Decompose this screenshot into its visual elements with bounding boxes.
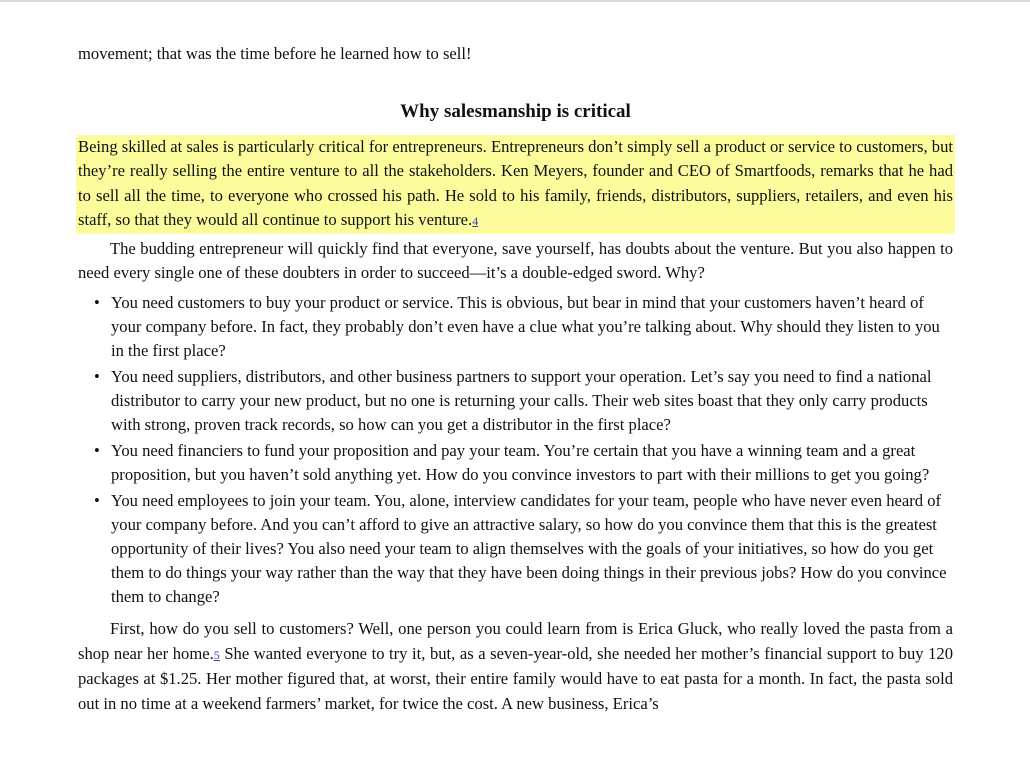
list-item: [94, 365, 953, 437]
list-item: [94, 291, 953, 363]
section-heading: Why salesmanship is critical: [400, 101, 631, 122]
list-item-text: You need suppliers, distributors, and other business partners to support your operation. Let’s say you need to find a national distributor to carry your new product, but no one is returning your calls. Their web sites boast that they only carry products with strong, proven track records, so how can you get a distributor in the first place?: [111, 367, 932, 435]
document-page: [78, 42, 953, 716]
list-item-text: You need customers to buy your product or service. This is obvious, but bear in mind that your customers haven’t heard of your company before. In fact, they probably don’t even have a clue what you’re talking about. Why should they listen to you in the first place?: [111, 293, 940, 361]
list-item: [94, 439, 953, 487]
footnote-link-4[interactable]: 4: [472, 214, 479, 229]
continued-text-line: movement; that was the time before he learned how to sell!: [78, 44, 472, 63]
highlighted-paragraph: [76, 135, 955, 234]
paragraph-text: First, how do you sell to customers? Well, one person you could learn from is Erica Gluck, who really loved the pasta from a shop near her home.: [78, 619, 953, 663]
bullet-icon: •: [94, 367, 100, 387]
list-item-text: You need employees to join your team. You, alone, interview candidates for your team, people who have never even heard of your company before. And you can’t afford to give an attractive salary, so how do you convince them that this is the greatest opportunity of their lives? You also need your team to align themselves with the goals of your initiatives, so how do you get them to do things your way rather than the way that they have been doing things in their previous jobs? How do you convince them to change?: [111, 491, 947, 607]
top-border: [0, 0, 1030, 2]
list-item: [94, 489, 953, 609]
body-paragraph: [78, 617, 953, 716]
bullet-icon: •: [94, 491, 100, 511]
list-item-text: You need financiers to fund your proposition and pay your team. You’re certain that you have a winning team and a great proposition, but you haven’t sold anything yet. How do you convince investors to part with their millions to get you going?: [111, 441, 930, 485]
bullet-icon: •: [94, 441, 100, 461]
body-paragraph: The budding entrepreneur will quickly find that everyone, save yourself, has doubts about the venture. But you also happen to need every single one of these doubters in order to succeed—it’s a double-edged sword. Why?: [78, 238, 953, 283]
paragraph-text-continued: She wanted everyone to try it, but, as a seven-year-old, she needed her mother’s financial support to buy 120 packages at $1.25. Her mother figured that, at worst, their entire family would have to eat pasta for a month. In fact, the pasta sold out in no time at a weekend farmers’ market, for twice the cost. A new business, Erica’s: [78, 643, 953, 713]
bullet-list: [78, 291, 953, 609]
bullet-icon: •: [94, 293, 100, 313]
highlighted-paragraph-text: Being skilled at sales is particularly critical for entrepreneurs. Entrepreneurs don’t simply sell a product or service to customers, but they’re really selling the entire venture to all the stakeholders. Ken Meyers, founder and CEO of Smartfoods, remarks that he had to sell all the time, to everyone who crossed his path. He sold to his family, friends, distributors, suppliers, retailers, and even his staff, so that they would all continue to support his venture.: [78, 137, 953, 230]
footnote-link-5[interactable]: 5: [213, 647, 220, 662]
